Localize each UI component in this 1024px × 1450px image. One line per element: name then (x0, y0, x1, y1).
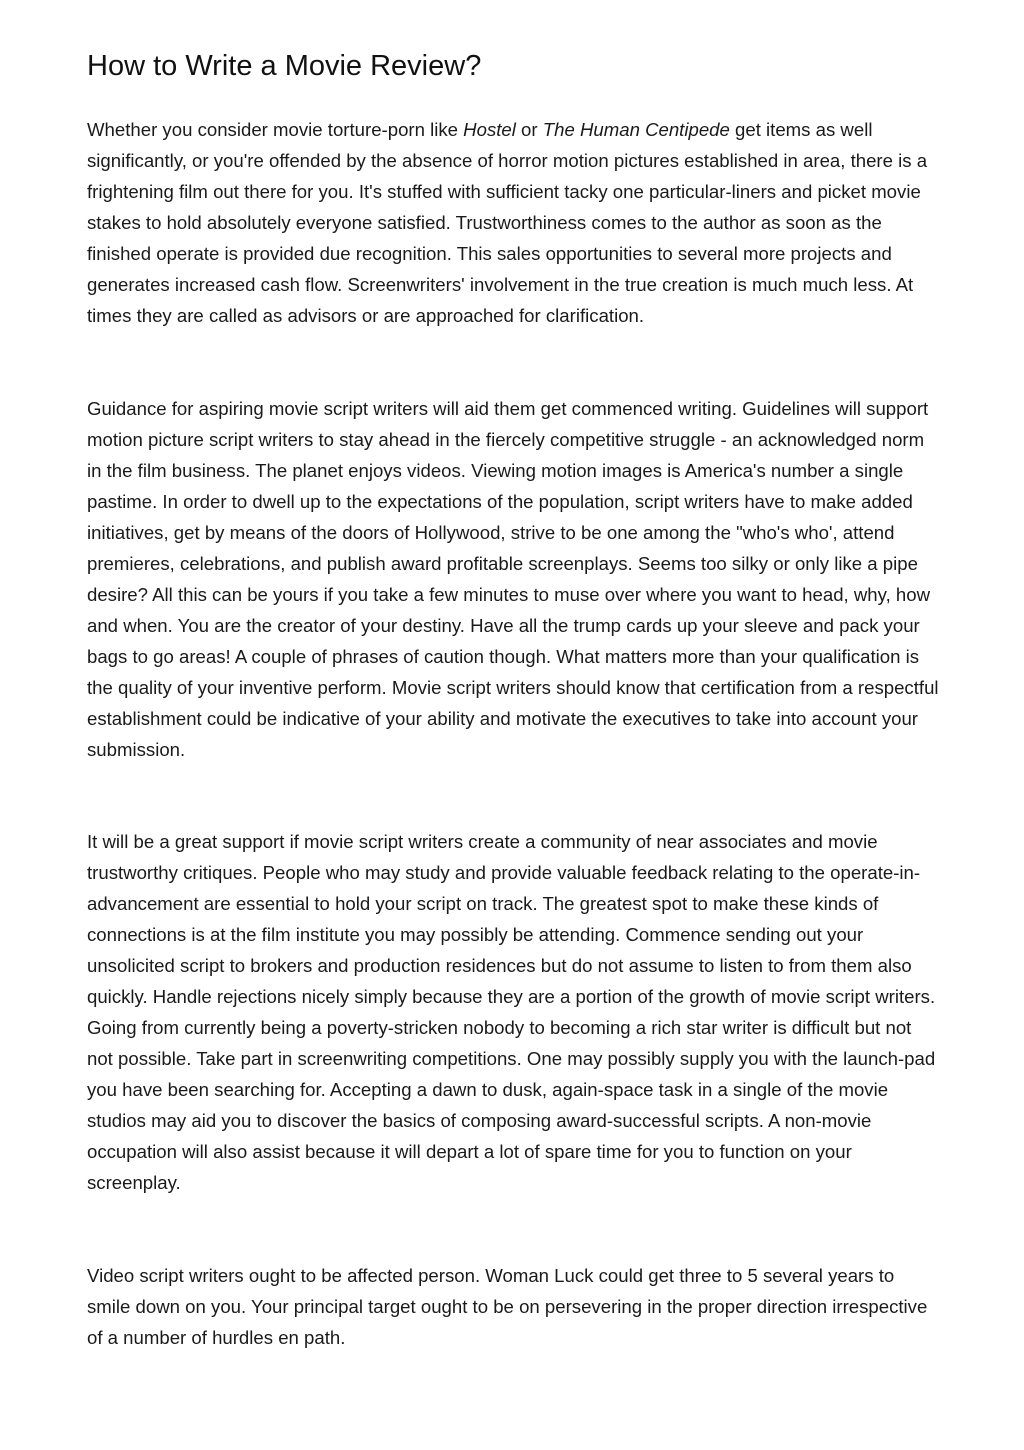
paragraph-4: Video script writers ought to be affected person. Woman Luck could get three to 5 several years to smile down on you. Your principal target ought to be on persevering in the proper direction irrespective of a number of hurdles en path. (87, 1265, 928, 1348)
paragraph-2: Guidance for aspiring movie script writers will aid them get commenced writing. Guidelines will support motion picture script writers to stay ahead in the fiercely competitive struggle - an acknowledged norm in the film business. The planet enjoys videos. Viewing motion images is America's number a single pastime. In order to dwell up to the expectations of the population, script writers have to make added initiatives, get by means of the doors of Hollywood, strive to be one among the "who's who', attend premieres, celebrations, and publish award profitable screenplays. Seems too silky or only like a pipe desire? All this can be yours if you take a few minutes to muse over where you want to head, why, how and when. You are the creator of your destiny. Have all the trump cards up your sleeve and pack your bags to go areas! A couple of phrases of caution though. What matters more than your qualification is the quality of your inventive perform. Movie script writers should know that certification from a respectful establishment could be indicative of your ability and motivate the executives to take into account your submission. (87, 398, 939, 760)
paragraph-1-or: or (515, 119, 543, 140)
document-page (87, 48, 942, 1348)
paragraph-1-rest: get items as well significantly, or you're offended by the absence of horror motion pictures established in area, there is a frightening film out there for you. It's stuffed with sufficient tacky one particular-liners and picket movie stakes to hold absolutely everyone satisfied. Trustworthiness comes to the author as soon as the finished operate is provided due recognition. This sales opportunities to several more projects and generates increased cash flow. Screenwriters' involvement in the true creation is much much less. At times they are called as advisors or are approached for clarification. (87, 119, 928, 326)
paragraph-1-intro: Whether you consider movie torture-porn like (87, 119, 464, 140)
film-title-hostel: Hostel (463, 119, 516, 140)
paragraph-1 (87, 114, 942, 331)
paragraph-3: It will be a great support if movie script writers create a community of near associates and movie trustworthy critiques. People who may study and provide valuable feedback relating to the operate-in-advancement are essential to hold your script on track. The greatest spot to make these kinds of connections is at the film institute you may possibly be attending. Commence sending out your unsolicited script to brokers and production residences but do not assume to listen to from them also quickly. Handle rejections nicely simply because they are a portion of the growth of movie script writers. Going from currently being a poverty-stricken nobody to becoming a rich star writer is difficult but not not possible. Take part in screenwriting competitions. One may possibly supply you with the launch-pad you have been searching for. Accepting a dawn to dusk, again-space task in a single of the movie studios may aid you to discover the basics of composing award-successful scripts. A non-movie occupation will also assist because it will depart a lot of spare time for you to function on your screenplay. (87, 831, 936, 1193)
page-title: How to Write a Movie Review? (87, 50, 482, 82)
film-title-human-centipede: The Human Centipede (542, 119, 730, 140)
